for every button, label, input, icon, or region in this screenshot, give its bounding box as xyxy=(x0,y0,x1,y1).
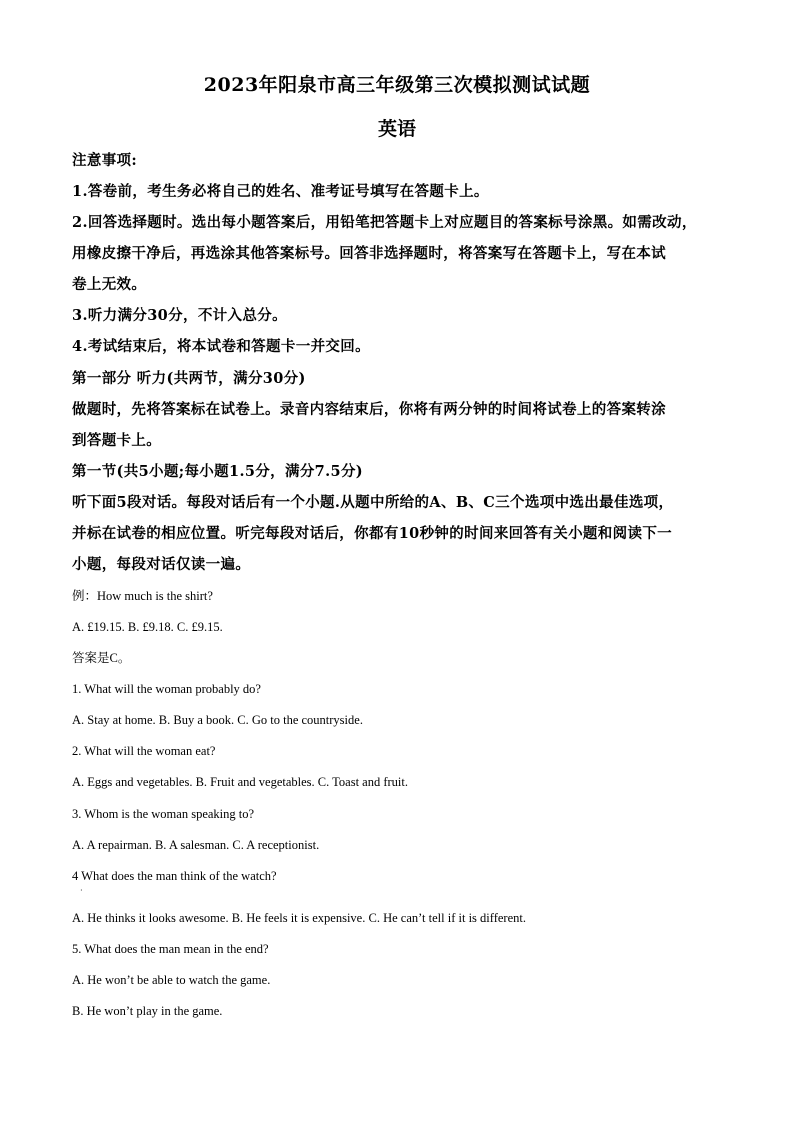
question-5: 5. What does the man mean in the end? xyxy=(72,942,269,956)
section1-instructions-line-2: 并标在试卷的相应位置。听完每段对话后，你都有10秒钟的时间来回答有关小题和阅读下一 xyxy=(72,525,673,542)
section1-instructions-line-3: 小题，每段对话仅读一遍。 xyxy=(72,556,251,573)
section1-heading: 第一节(共5小题;每小题1.5分，满分7.5分) xyxy=(72,463,364,480)
note-item-2-line-1: 2.回答选择题时。选出每小题答案后，用铅笔把答题卡上对应题目的答案标号涂黑。如需改动， xyxy=(72,214,697,231)
note-item-4: 4.考试结束后，将本试卷和答题卡一并交回。 xyxy=(72,338,370,355)
question-2-options: A. Eggs and vegetables. B. Fruit and vegetables. C. Toast and fruit. xyxy=(72,775,408,789)
note-item-2-line-2: 用橡皮擦干净后，再选涂其他答案标号。回答非选择题时，将答案写在答题卡上，写在本试 xyxy=(72,245,666,262)
subject-title: 英语 xyxy=(377,118,416,140)
exam-title: 2023年阳泉市高三年级第三次模拟测试试题 xyxy=(203,74,591,96)
question-4: 4 What does the man think of the watch? xyxy=(72,869,277,883)
stray-dot-mark: · xyxy=(80,886,83,895)
part1-heading: 第一部分 听力(共两节，满分30分) xyxy=(72,370,306,387)
question-4-options: A. He thinks it looks awesome. B. He feels it is expensive. C. He can’t tell if it is different. xyxy=(72,911,526,925)
question-1: 1. What will the woman probably do? xyxy=(72,682,261,696)
note-item-2-line-3: 卷上无效。 xyxy=(72,276,147,293)
note-item-3: 3.听力满分30分，不计入总分。 xyxy=(72,307,287,324)
example-question: 例：How much is the shirt? xyxy=(72,589,213,603)
note-item-1: 1.答卷前，考生务必将自己的姓名、准考证号填写在答题卡上。 xyxy=(72,183,489,200)
example-options: A. £19.15. B. £9.18. C. £9.15. xyxy=(72,620,223,634)
question-2: 2. What will the woman eat? xyxy=(72,744,216,758)
notes-heading: 注意事项: xyxy=(72,152,138,169)
question-3-options: A. A repairman. B. A salesman. C. A receptionist. xyxy=(72,838,320,852)
question-5-option-a: A. He won’t be able to watch the game. xyxy=(72,973,271,987)
question-3: 3. Whom is the woman speaking to? xyxy=(72,807,255,821)
example-answer: 答案是C。 xyxy=(72,651,131,665)
section1-instructions-line-1: 听下面5段对话。每段对话后有一个小题.从题中所给的A、B、C三个选项中选出最佳选项， xyxy=(72,494,674,511)
part1-instructions-line-2: 到答题卡上。 xyxy=(72,432,162,449)
part1-instructions-line-1: 做题时，先将答案标在试卷上。录音内容结束后，你将有两分钟的时间将试卷上的答案转涂 xyxy=(72,401,666,418)
question-5-option-b: B. He won’t play in the game. xyxy=(72,1004,223,1018)
question-1-options: A. Stay at home. B. Buy a book. C. Go to the countryside. xyxy=(72,713,363,727)
